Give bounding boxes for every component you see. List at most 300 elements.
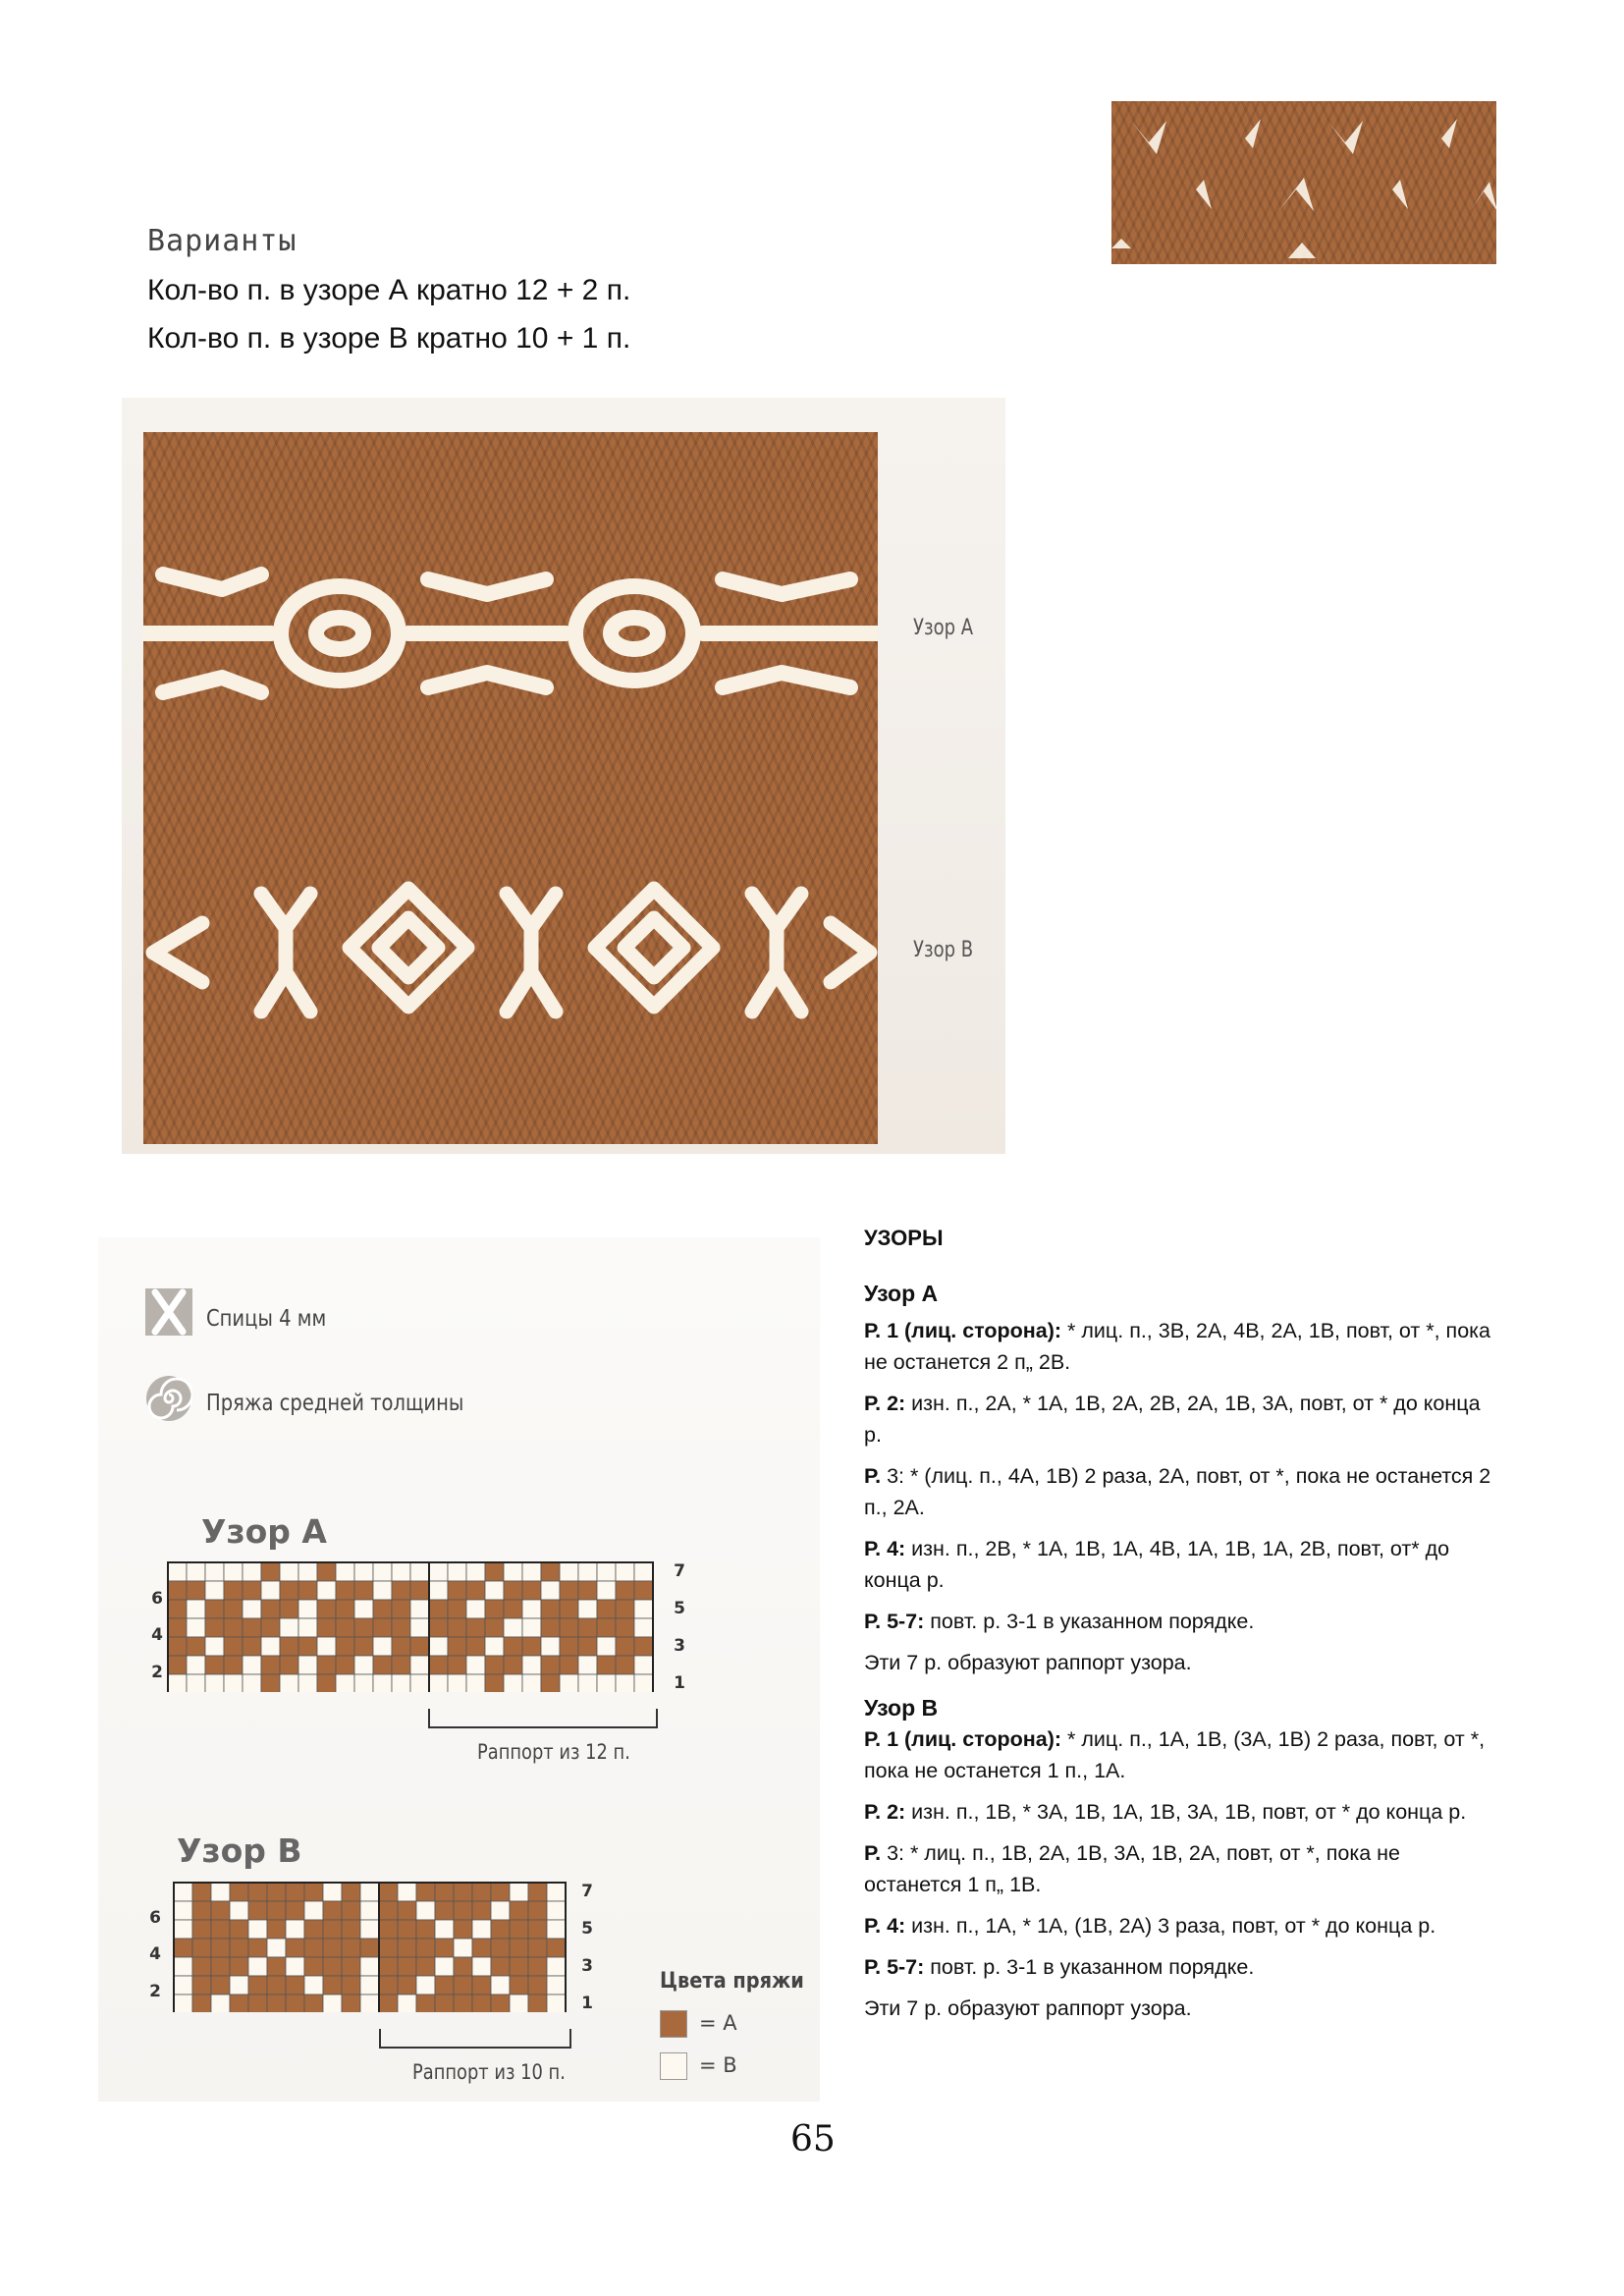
chart-cell bbox=[205, 1674, 224, 1692]
chart-cell bbox=[547, 1995, 566, 2012]
chart-cell bbox=[528, 1976, 547, 1995]
chart-cell bbox=[435, 1901, 454, 1920]
chart-cell bbox=[578, 1674, 597, 1692]
legend-swatch-b bbox=[660, 2052, 687, 2080]
chart-cell bbox=[336, 1674, 354, 1692]
row-number: 3 bbox=[581, 1956, 593, 1976]
chart-a-repeat-bracket bbox=[428, 1709, 658, 1728]
chart-cell bbox=[211, 1976, 230, 1995]
chart-cell bbox=[379, 1883, 398, 1901]
chart-cell bbox=[317, 1581, 336, 1600]
chart-cell bbox=[472, 1939, 491, 1957]
chart-cell bbox=[578, 1562, 597, 1581]
chart-cell bbox=[174, 1957, 192, 1976]
chart-cell bbox=[616, 1562, 634, 1581]
yarn-text: Пряжа средней толщины bbox=[206, 1391, 464, 1416]
chart-cell bbox=[466, 1618, 485, 1637]
chart-cell bbox=[205, 1600, 224, 1618]
chart-cell bbox=[398, 1995, 416, 2012]
chart-cell bbox=[267, 1883, 286, 1901]
chart-cell bbox=[504, 1618, 522, 1637]
chart-cell bbox=[192, 1920, 211, 1939]
chart-cell bbox=[541, 1674, 560, 1692]
chart-cell bbox=[174, 1995, 192, 2012]
chart-cell bbox=[280, 1637, 298, 1656]
chart-cell bbox=[261, 1562, 280, 1581]
chart-cell bbox=[398, 1901, 416, 1920]
chart-cell bbox=[243, 1600, 261, 1618]
chart-cell bbox=[504, 1674, 522, 1692]
chart-cell bbox=[510, 1995, 528, 2012]
chart-b-grid bbox=[173, 1882, 571, 2012]
chart-cell bbox=[454, 1920, 472, 1939]
chart-cell bbox=[522, 1600, 541, 1618]
chart-cell bbox=[224, 1581, 243, 1600]
chart-cell bbox=[522, 1656, 541, 1674]
chart-cell bbox=[286, 1957, 304, 1976]
chart-cell bbox=[280, 1618, 298, 1637]
chart-cell bbox=[379, 1901, 398, 1920]
chart-cell bbox=[280, 1600, 298, 1618]
chart-cell bbox=[261, 1674, 280, 1692]
chart-cell bbox=[504, 1656, 522, 1674]
chart-cell bbox=[298, 1656, 317, 1674]
chart-cell bbox=[485, 1656, 504, 1674]
chart-cell bbox=[416, 1995, 435, 2012]
chart-cell bbox=[398, 1883, 416, 1901]
chart-cell bbox=[342, 1883, 360, 1901]
chart-cell bbox=[168, 1562, 187, 1581]
chart-cell bbox=[560, 1562, 578, 1581]
page-number: 65 bbox=[790, 2119, 836, 2159]
chart-cell bbox=[429, 1600, 448, 1618]
chart-cell bbox=[360, 1883, 379, 1901]
chart-cell bbox=[267, 1939, 286, 1957]
chart-cell bbox=[211, 1920, 230, 1939]
chart-cell bbox=[491, 1883, 510, 1901]
chart-cell bbox=[429, 1656, 448, 1674]
motif-band-b bbox=[153, 889, 870, 1011]
chart-cell bbox=[522, 1618, 541, 1637]
chart-cell bbox=[379, 1957, 398, 1976]
chart-cell bbox=[491, 1957, 510, 1976]
row-number: 7 bbox=[674, 1561, 685, 1581]
chart-cell bbox=[510, 1957, 528, 1976]
chart-cell bbox=[634, 1637, 653, 1656]
chart-cell bbox=[224, 1656, 243, 1674]
chart-cell bbox=[454, 1901, 472, 1920]
pattern-b-row-5: Р. 5-7: повт. р. 3-1 в указанном порядке. bbox=[864, 1955, 1255, 1979]
pattern-b-row-2: Р. 2: изн. п., 1В, * 3А, 1В, 1А, 1В, 3А, 1В, повт, от * до конца р. bbox=[864, 1800, 1467, 1824]
row-number: 4 bbox=[149, 1944, 161, 1964]
chart-cell bbox=[354, 1637, 373, 1656]
row-number: 2 bbox=[151, 1663, 163, 1682]
chart-cell bbox=[547, 1957, 566, 1976]
chart-cell bbox=[261, 1618, 280, 1637]
chart-cell bbox=[416, 1957, 435, 1976]
chart-cell bbox=[211, 1883, 230, 1901]
chart-cell bbox=[280, 1562, 298, 1581]
chart-cell bbox=[354, 1674, 373, 1692]
chart-cell bbox=[298, 1618, 317, 1637]
chart-cell bbox=[560, 1656, 578, 1674]
chart-cell bbox=[429, 1674, 448, 1692]
chart-b-repeat-bracket bbox=[379, 2029, 571, 2049]
chart-cell bbox=[616, 1656, 634, 1674]
chart-cell bbox=[304, 1957, 323, 1976]
chart-cell bbox=[541, 1656, 560, 1674]
pattern-a-row-4: Р. 4: изн. п., 2В, * 1А, 1В, 1А, 4В, 1А, 1В, 1А, 2В, повт, от* до конца р. bbox=[864, 1537, 1450, 1592]
chart-cell bbox=[634, 1600, 653, 1618]
chart-cell bbox=[298, 1600, 317, 1618]
chart-cell bbox=[416, 1920, 435, 1939]
chart-cell bbox=[317, 1562, 336, 1581]
chart-cell bbox=[392, 1656, 410, 1674]
pattern-a-note: Эти 7 р. образуют раппорт узора. bbox=[864, 1651, 1192, 1674]
chart-cell bbox=[435, 1976, 454, 1995]
chart-cell bbox=[454, 1957, 472, 1976]
chart-cell bbox=[286, 1883, 304, 1901]
chart-cell bbox=[248, 1920, 267, 1939]
chart-cell bbox=[342, 1995, 360, 2012]
chart-cell bbox=[435, 1939, 454, 1957]
chart-cell bbox=[398, 1920, 416, 1939]
chart-cell bbox=[174, 1883, 192, 1901]
chart-cell bbox=[323, 1901, 342, 1920]
chart-cell bbox=[205, 1637, 224, 1656]
knitted-sample-photo bbox=[143, 432, 878, 1144]
chart-cell bbox=[205, 1581, 224, 1600]
yarn-ball-icon bbox=[145, 1375, 192, 1422]
chart-cell bbox=[448, 1656, 466, 1674]
chart-cell bbox=[429, 1581, 448, 1600]
chart-cell bbox=[187, 1637, 205, 1656]
chart-cell bbox=[267, 1976, 286, 1995]
pattern-a-row-5: Р. 5-7: повт. р. 3-1 в указанном порядке. bbox=[864, 1610, 1255, 1633]
row-number: 5 bbox=[674, 1599, 685, 1618]
chart-cell bbox=[243, 1618, 261, 1637]
chart-cell bbox=[504, 1562, 522, 1581]
chart-cell bbox=[472, 1957, 491, 1976]
chart-cell bbox=[392, 1637, 410, 1656]
chart-cell bbox=[174, 1939, 192, 1957]
chart-cell bbox=[560, 1674, 578, 1692]
chart-cell bbox=[410, 1618, 429, 1637]
chart-cell bbox=[342, 1920, 360, 1939]
chart-cell bbox=[211, 1901, 230, 1920]
photo-label-pattern-b: Узор В bbox=[913, 938, 974, 962]
chart-cell bbox=[634, 1562, 653, 1581]
chart-cell bbox=[448, 1637, 466, 1656]
chart-cell bbox=[248, 1939, 267, 1957]
chart-cell bbox=[360, 1976, 379, 1995]
chart-cell bbox=[634, 1674, 653, 1692]
chart-cell bbox=[466, 1637, 485, 1656]
chart-cell bbox=[174, 1976, 192, 1995]
chart-cell bbox=[192, 1957, 211, 1976]
chart-cell bbox=[323, 1976, 342, 1995]
chart-cell bbox=[224, 1600, 243, 1618]
chart-a-repeat-label: Раппорт из 12 п. bbox=[477, 1740, 630, 1764]
chart-cell bbox=[398, 1957, 416, 1976]
chart-cell bbox=[528, 1920, 547, 1939]
chart-cell bbox=[248, 1976, 267, 1995]
pattern-a-row-2: Р. 2: изн. п., 2А, * 1А, 1В, 2А, 2В, 2А, 1В, 3А, повт, от * до конца р. bbox=[864, 1392, 1481, 1447]
pattern-b-row-1: Р. 1 (лиц. сторона): * лиц. п., 1А, 1В, (3А, 1В) 2 раза, повт, от *, пока не останется 1 п., 1А. bbox=[864, 1727, 1486, 1782]
chart-cell bbox=[410, 1600, 429, 1618]
chart-cell bbox=[578, 1656, 597, 1674]
pattern-a-row-1: Р. 1 (лиц. сторона): * лиц. п., 3В, 2А, 4В, 2А, 1В, повт, от *, пока не останется 2 п„ 2В. bbox=[864, 1319, 1490, 1374]
row-number: 5 bbox=[581, 1919, 593, 1939]
chart-cell bbox=[448, 1674, 466, 1692]
chart-cell bbox=[298, 1562, 317, 1581]
chart-b-title: Узор В bbox=[177, 1831, 302, 1870]
chart-cell bbox=[280, 1581, 298, 1600]
chart-cell bbox=[230, 1883, 248, 1901]
section-heading: Варианты bbox=[147, 224, 298, 258]
chart-cell bbox=[466, 1674, 485, 1692]
chart-cell bbox=[280, 1674, 298, 1692]
chart-cell bbox=[466, 1581, 485, 1600]
chart-cell bbox=[504, 1637, 522, 1656]
swatch-closeup-photo bbox=[1111, 101, 1496, 264]
chart-cell bbox=[528, 1883, 547, 1901]
chart-cell bbox=[192, 1883, 211, 1901]
chart-cell bbox=[379, 1995, 398, 2012]
chart-cell bbox=[410, 1581, 429, 1600]
chart-cell bbox=[410, 1562, 429, 1581]
chart-cell bbox=[168, 1618, 187, 1637]
chart-cell bbox=[485, 1562, 504, 1581]
chart-cell bbox=[243, 1656, 261, 1674]
chart-cell bbox=[522, 1581, 541, 1600]
chart-cell bbox=[298, 1674, 317, 1692]
chart-cell bbox=[192, 1901, 211, 1920]
row-number: 2 bbox=[149, 1982, 161, 2001]
chart-cell bbox=[416, 1901, 435, 1920]
chart-cell bbox=[578, 1581, 597, 1600]
chart-cell bbox=[267, 1957, 286, 1976]
chart-cell bbox=[168, 1600, 187, 1618]
chart-cell bbox=[243, 1674, 261, 1692]
chart-cell bbox=[373, 1581, 392, 1600]
chart-cell bbox=[211, 1939, 230, 1957]
chart-cell bbox=[547, 1976, 566, 1995]
pattern-b-note: Эти 7 р. образуют раппорт узора. bbox=[864, 1996, 1192, 2020]
chart-cell bbox=[435, 1883, 454, 1901]
chart-cell bbox=[616, 1618, 634, 1637]
chart-cell bbox=[248, 1883, 267, 1901]
chart-cell bbox=[192, 1939, 211, 1957]
chart-cell bbox=[168, 1674, 187, 1692]
chart-cell bbox=[205, 1656, 224, 1674]
chart-cell bbox=[379, 1976, 398, 1995]
chart-cell bbox=[336, 1637, 354, 1656]
pattern-b-row-3: Р. 3: * лиц. п., 1В, 2А, 1В, 3А, 1В, 2А, повт, от *, пока не останется 1 п„ 1В. bbox=[864, 1841, 1400, 1896]
chart-cell bbox=[205, 1562, 224, 1581]
chart-cell bbox=[528, 1957, 547, 1976]
chart-cell bbox=[174, 1920, 192, 1939]
row-number: 6 bbox=[149, 1908, 161, 1928]
chart-a-grid bbox=[167, 1561, 654, 1692]
chart-cell bbox=[597, 1581, 616, 1600]
chart-cell bbox=[491, 1939, 510, 1957]
chart-cell bbox=[485, 1637, 504, 1656]
chart-cell bbox=[454, 1883, 472, 1901]
chart-cell bbox=[248, 1995, 267, 2012]
chart-cell bbox=[472, 1901, 491, 1920]
chart-cell bbox=[547, 1939, 566, 1957]
chart-cell bbox=[354, 1600, 373, 1618]
chart-cell bbox=[174, 1901, 192, 1920]
chart-cell bbox=[485, 1600, 504, 1618]
chart-cell bbox=[410, 1656, 429, 1674]
chart-cell bbox=[522, 1637, 541, 1656]
chart-cell bbox=[286, 1995, 304, 2012]
chart-cell bbox=[224, 1637, 243, 1656]
pattern-a-title: Узор А bbox=[864, 1281, 939, 1306]
chart-cell bbox=[317, 1674, 336, 1692]
chart-cell bbox=[522, 1674, 541, 1692]
chart-cell bbox=[187, 1656, 205, 1674]
chart-cell bbox=[248, 1957, 267, 1976]
chart-cell bbox=[410, 1674, 429, 1692]
pattern-b-row-4: Р. 4: изн. п., 1А, * 1А, (1В, 2А) 3 раза, повт, от * до конца р. bbox=[864, 1914, 1436, 1938]
chart-cell bbox=[261, 1656, 280, 1674]
chart-cell bbox=[454, 1995, 472, 2012]
chart-cell bbox=[466, 1656, 485, 1674]
chart-cell bbox=[243, 1581, 261, 1600]
chart-cell bbox=[243, 1637, 261, 1656]
chart-cell bbox=[373, 1656, 392, 1674]
chart-cell bbox=[286, 1939, 304, 1957]
chart-cell bbox=[504, 1600, 522, 1618]
chart-cell bbox=[323, 1995, 342, 2012]
chart-cell bbox=[510, 1939, 528, 1957]
row-number: 1 bbox=[581, 1994, 593, 2013]
chart-cell bbox=[392, 1674, 410, 1692]
chart-cell bbox=[634, 1618, 653, 1637]
chart-cell bbox=[317, 1600, 336, 1618]
chart-cell bbox=[230, 1939, 248, 1957]
chart-cell bbox=[354, 1618, 373, 1637]
chart-cell bbox=[342, 1957, 360, 1976]
chart-cell bbox=[230, 1976, 248, 1995]
chart-cell bbox=[491, 1901, 510, 1920]
legend-swatch-a bbox=[660, 2010, 687, 2038]
instructions-title: УЗОРЫ bbox=[864, 1226, 944, 1250]
chart-cell bbox=[616, 1674, 634, 1692]
chart-cell bbox=[304, 1995, 323, 2012]
chart-cell bbox=[354, 1581, 373, 1600]
chart-cell bbox=[360, 1995, 379, 2012]
chart-cell bbox=[304, 1920, 323, 1939]
chart-cell bbox=[560, 1581, 578, 1600]
chart-cell bbox=[454, 1976, 472, 1995]
chart-cell bbox=[522, 1562, 541, 1581]
chart-cell bbox=[323, 1939, 342, 1957]
chart-cell bbox=[187, 1618, 205, 1637]
chart-cell bbox=[429, 1562, 448, 1581]
motif-band-a bbox=[143, 574, 878, 692]
chart-cell bbox=[597, 1600, 616, 1618]
chart-cell bbox=[354, 1656, 373, 1674]
chart-cell bbox=[286, 1901, 304, 1920]
chart-cell bbox=[560, 1600, 578, 1618]
chart-cell bbox=[504, 1581, 522, 1600]
chart-cell bbox=[342, 1976, 360, 1995]
chart-b-repeat-label: Раппорт из 10 п. bbox=[412, 2060, 566, 2084]
chart-cell bbox=[224, 1562, 243, 1581]
chart-cell bbox=[578, 1618, 597, 1637]
legend-label-a: = А bbox=[699, 2011, 737, 2035]
chart-cell bbox=[578, 1600, 597, 1618]
row-number: 4 bbox=[151, 1625, 163, 1645]
chart-cell bbox=[317, 1656, 336, 1674]
chart-cell bbox=[192, 1976, 211, 1995]
chart-cell bbox=[472, 1883, 491, 1901]
chart-cell bbox=[528, 1901, 547, 1920]
chart-cell bbox=[261, 1600, 280, 1618]
row-number: 1 bbox=[674, 1673, 685, 1693]
chart-cell bbox=[205, 1618, 224, 1637]
chart-cell bbox=[485, 1618, 504, 1637]
chart-cell bbox=[634, 1656, 653, 1674]
chart-cell bbox=[491, 1920, 510, 1939]
chart-cell bbox=[360, 1920, 379, 1939]
chart-cell bbox=[286, 1976, 304, 1995]
chart-cell bbox=[491, 1995, 510, 2012]
chart-cell bbox=[230, 1901, 248, 1920]
intro-line-b: Кол-во п. в узоре В кратно 10 + 1 п. bbox=[147, 322, 631, 355]
chart-cell bbox=[435, 1995, 454, 2012]
row-number: 7 bbox=[581, 1882, 593, 1901]
chart-cell bbox=[336, 1581, 354, 1600]
chart-cell bbox=[168, 1637, 187, 1656]
chart-cell bbox=[267, 1901, 286, 1920]
chart-cell bbox=[211, 1957, 230, 1976]
needles-text: Спицы 4 мм bbox=[206, 1306, 327, 1332]
chart-cell bbox=[286, 1920, 304, 1939]
pattern-instructions bbox=[864, 1223, 1492, 2034]
chart-cell bbox=[187, 1674, 205, 1692]
chart-cell bbox=[298, 1581, 317, 1600]
chart-cell bbox=[410, 1637, 429, 1656]
row-number: 3 bbox=[674, 1636, 685, 1656]
chart-cell bbox=[616, 1600, 634, 1618]
chart-cell bbox=[243, 1562, 261, 1581]
chart-cell bbox=[510, 1976, 528, 1995]
chart-cell bbox=[379, 1920, 398, 1939]
chart-cell bbox=[323, 1957, 342, 1976]
pattern-b-title: Узор В bbox=[864, 1695, 939, 1721]
chart-cell bbox=[373, 1674, 392, 1692]
chart-cell bbox=[192, 1995, 211, 2012]
chart-cell bbox=[248, 1901, 267, 1920]
chart-cell bbox=[472, 1995, 491, 2012]
chart-cell bbox=[634, 1581, 653, 1600]
chart-cell bbox=[510, 1901, 528, 1920]
chart-cell bbox=[616, 1637, 634, 1656]
chart-cell bbox=[448, 1600, 466, 1618]
chart-cell bbox=[261, 1581, 280, 1600]
chart-cell bbox=[547, 1920, 566, 1939]
chart-cell bbox=[304, 1883, 323, 1901]
chart-cell bbox=[528, 1939, 547, 1957]
chart-cell bbox=[472, 1976, 491, 1995]
chart-cell bbox=[230, 1995, 248, 2012]
chart-cell bbox=[597, 1637, 616, 1656]
